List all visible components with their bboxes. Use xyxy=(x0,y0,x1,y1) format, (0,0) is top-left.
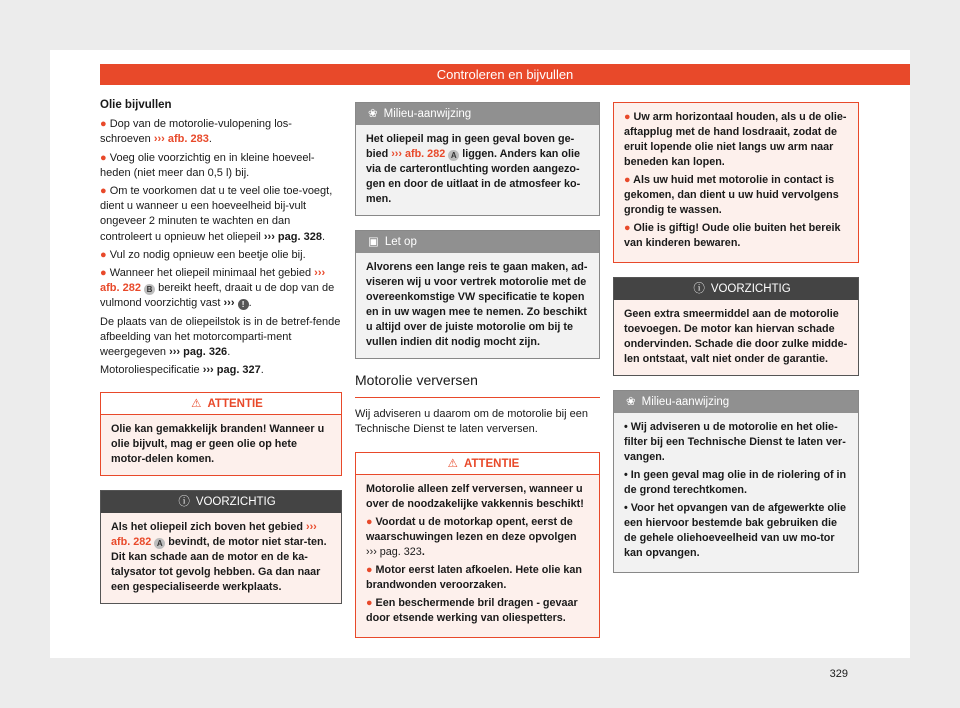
page-number: 329 xyxy=(829,668,848,680)
list-item: ● Voeg olie voorzichtig en in kleine hoeveel-heden (niet meer dan 0,5 l) bij. xyxy=(100,151,315,179)
exclamation-icon: ! xyxy=(238,299,249,310)
caution-box xyxy=(613,277,859,376)
list-item: • In geen geval mag olie in de riolering of in de grond terechtkomen. xyxy=(624,469,847,496)
warning-triangle-icon: ⚠ xyxy=(447,457,458,470)
warning-box xyxy=(355,452,600,638)
environment-text: Het oliepeil mag in geen geval boven ge-bied ››› afb. 282 A liggen. Anders kan olie via de carterontluchting worden aangezo-gen en door de uitlaat in de atmosfeer ko-men. xyxy=(356,125,599,215)
column-3 xyxy=(613,98,859,573)
marker-a-icon: A xyxy=(154,538,165,549)
bullet-icon: • xyxy=(624,469,628,481)
leaf-icon: ❀ xyxy=(368,108,378,120)
list-item: ● Als uw huid met motorolie in contact is gekomen, dan dient u uw huid vervolgens grondig te wassen. xyxy=(624,174,839,216)
environment-box xyxy=(355,102,600,216)
section-heading-motorolie-verversen: Motorolie verversen xyxy=(355,373,600,398)
warning-box xyxy=(100,392,342,476)
list-item: • Voor het opvangen van de afgewerkte olie een hiervoor bestemde bak gebruiken die de gehele oliehoeveelheid van uw mo-tor kan opvangen. xyxy=(624,502,846,559)
warning-header: ⚠ ATTENTIE xyxy=(101,393,341,415)
list-item: ● Om te voorkomen dat u te veel olie toe-voegt, dient u wanneer u een hoeveelheid bij-vult ongeveer 2 minuten te wachten en dan controleert u opnieuw het oliepeil ››› pag. 328. xyxy=(100,185,333,243)
list-item: ● Voordat u de motorkap opent, eerst de waarschuwingen lezen en deze opvolgen ››› pag. 323. xyxy=(366,515,577,558)
caution-box xyxy=(100,490,342,604)
section-heading-olie-bijvullen: Olie bijvullen xyxy=(100,99,172,111)
figure-link[interactable]: ››› afb. 282 xyxy=(111,521,317,549)
environment-header: ❀ Milieu-aanwijzing xyxy=(356,103,599,125)
column-2 xyxy=(355,98,600,638)
warning-text: Motorolie alleen zelf verversen, wanneer u over de noodzakelijke vakkennis beschikt! ● Voordat u de motorkap opent, eerst de waarschuwingen lezen en deze opvolgen ››› pag. 323. ● Motor eerst laten afkoelen. Hete olie kan brandwonden veroorzaken. ● Een beschermende bril dragen - gevaar door etsende werking van oliespetters. xyxy=(356,475,599,637)
warning-header: ⚠ ATTENTIE xyxy=(356,453,599,475)
note-icon: ▣ xyxy=(368,236,379,248)
page-link[interactable]: ››› pag. 328 xyxy=(263,230,322,243)
paragraph: Motoroliespecificatie ››› pag. 327. xyxy=(100,364,264,377)
caution-header: ⓘ VOORZICHTIG xyxy=(614,278,858,300)
info-circle-icon: ⓘ xyxy=(693,283,705,295)
list-item: ● Wanneer het oliepeil minimaal het gebied ››› afb. 282 B bereikt heeft, draait u de dop van de vulmond voorzichtig vast ››› ! . xyxy=(100,267,335,310)
warning-triangle-icon: ⚠ xyxy=(191,398,202,411)
list-item: ● Olie is giftig! Oude olie buiten het bereik van kinderen bewaren. xyxy=(624,222,841,249)
warning-continued-box xyxy=(613,102,859,263)
caution-text: Als het oliepeil zich boven het gebied ››› afb. 282 A bevindt, de motor niet star-ten. Dit kan schade aan de motor en de ka-talysator tot gevolg hebben. Ga dan naar een gespecialiseerde werkplaats. xyxy=(101,513,341,603)
bullet-icon: ● xyxy=(100,185,107,198)
page-header: Controleren en bijvullen xyxy=(100,64,910,85)
page-link[interactable]: ››› pag. 326 xyxy=(169,346,228,359)
note-text: Alvorens een lange reis te gaan maken, ad-viseren wij u voor vertrek motorolie met de overeenkomstige VW specificatie te kopen en in uw wagen mee te nemen. Zo beschikt u altijd over de juiste motorolie om bij te vullen indien dit nodig mocht zijn. xyxy=(356,253,599,358)
bullet-icon: ● xyxy=(366,596,373,609)
page-link[interactable]: ››› pag. 327 xyxy=(202,364,261,377)
list-item: ● Dop van de motorolie-vulopening los-schroeven ››› afb. 283. xyxy=(100,118,292,146)
environment-header: ❀ Milieu-aanwijzing xyxy=(614,391,858,413)
column-1 xyxy=(100,98,342,604)
list-item: ● Motor eerst laten afkoelen. Hete olie kan brandwonden veroorzaken. xyxy=(366,563,582,591)
marker-b-icon: B xyxy=(144,284,155,295)
environment-box xyxy=(613,390,859,573)
list-item: • Wij adviseren u de motorolie en het olie-filter bij een Technische Dienst te laten ver-vangen. xyxy=(624,421,846,463)
note-header: ▣ Let op xyxy=(356,231,599,253)
leaf-icon: ❀ xyxy=(626,396,636,408)
bullet-icon: ● xyxy=(100,118,107,131)
page-link[interactable]: ››› pag. 323 xyxy=(366,545,422,558)
bullet-icon: ● xyxy=(366,563,373,576)
note-box xyxy=(355,230,600,359)
info-circle-icon: ⓘ xyxy=(178,496,190,509)
marker-a-icon: A xyxy=(448,150,459,161)
caution-header: ⓘ VOORZICHTIG xyxy=(101,491,341,513)
bullet-icon: ● xyxy=(366,515,373,528)
warning-continued-text xyxy=(614,103,858,262)
figure-link[interactable]: ››› afb. 282 xyxy=(391,148,446,160)
figure-link[interactable]: ››› afb. 283 xyxy=(153,133,209,146)
bullet-icon: ● xyxy=(624,174,631,186)
bullet-icon: ● xyxy=(624,111,631,123)
bullet-icon: ● xyxy=(624,222,631,234)
list-item: ● Een beschermende bril dragen - gevaar door etsende werking van oliespetters. xyxy=(366,596,578,624)
paragraph: De plaats van de oliepeilstok is in de betref-fende afbeelding van het motorcomparti-ment weergegeven ››› pag. 326. xyxy=(100,315,341,359)
bullet-icon: • xyxy=(624,502,628,514)
paragraph: Wij adviseren u daarom om de motorolie bij een Technische Dienst te laten verversen. xyxy=(355,408,588,436)
bullet-icon: ● xyxy=(100,248,107,261)
step-list xyxy=(100,117,342,311)
bullet-icon: • xyxy=(624,421,628,433)
list-item: ● Vul zo nodig opnieuw een beetje olie bij. xyxy=(100,248,306,261)
bullet-icon: ● xyxy=(100,151,107,164)
caution-text: Geen extra smeermiddel aan de motorolie toevoegen. De motor kan hiervan schade ondervinden. Schade die door zulke midde-len ontstaat, valt niet onder de garantie. xyxy=(614,300,858,375)
figure-link[interactable]: ››› afb. 282 xyxy=(100,267,326,295)
environment-text xyxy=(614,413,858,572)
manual-page xyxy=(50,50,910,680)
list-item: ● Uw arm horizontaal houden, als u de olie-aftapplug met de hand losdraait, zodat de eruit lopende olie niet langs uw arm naar beneden kan lopen. xyxy=(624,111,847,168)
bullet-icon: ● xyxy=(100,267,107,280)
warning-text: Olie kan gemakkelijk branden! Wanneer u olie bijvult, mag er geen olie op hete motor-delen komen. xyxy=(101,415,341,475)
